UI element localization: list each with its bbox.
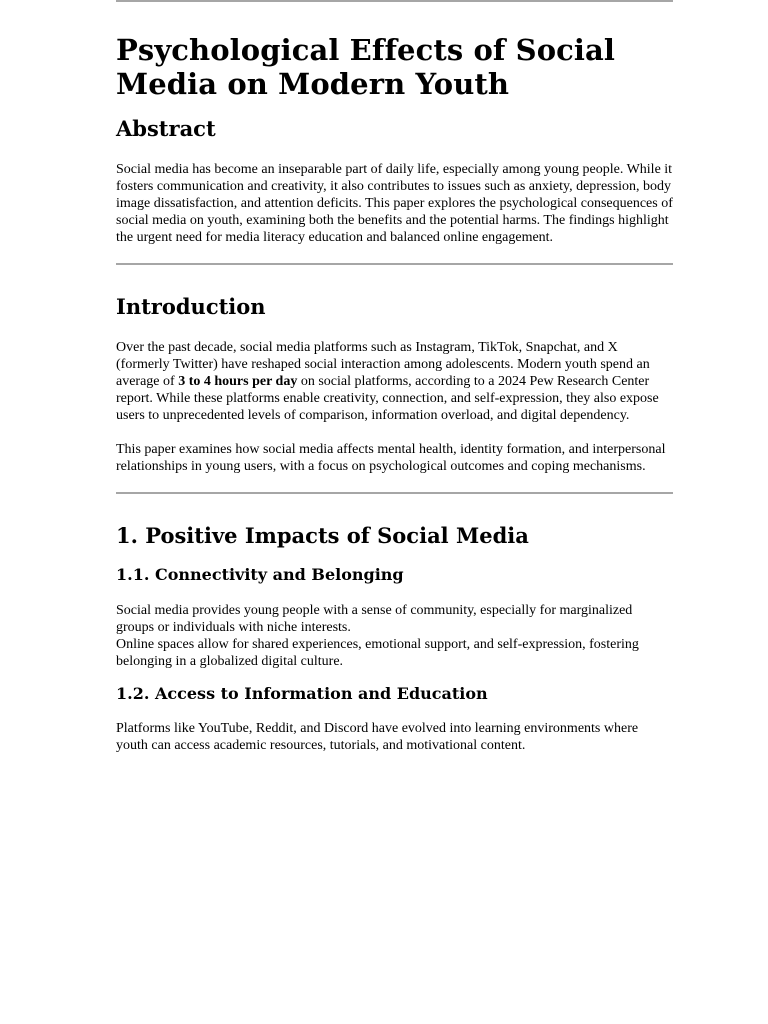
divider-top	[116, 0, 673, 2]
introduction-heading: Introduction	[116, 294, 266, 319]
divider-abstract	[116, 263, 673, 265]
intro-text-start: Over the past decade, social media platforms such as Instagram, TikTok, Snapchat, and X (formerly Twitter) have reshaped social interaction among adolescents. Modern youth spend an average of	[116, 340, 650, 389]
subsection-1-2-heading: 1.2. Access to Information and Education	[116, 684, 488, 703]
introduction-paragraph-1	[116, 339, 673, 424]
divider-introduction	[116, 492, 673, 494]
abstract-heading: Abstract	[116, 116, 216, 141]
introduction-paragraph-2: This paper examines how social media affects mental health, identity formation, and interpersonal relationships in young users, with a focus on psychological outcomes and coping mechanisms.	[116, 442, 666, 474]
intro-highlight-hours: 3 to 4 hours per day	[178, 374, 298, 389]
subsection-1-1-line-1: Social media provides young people with a sense of community, especially for marginalized groups or individuals with niche interests.	[116, 603, 633, 635]
subsection-1-2-text: Platforms like YouTube, Reddit, and Discord have evolved into learning environments where youth can access academic resources, tutorials, and motivational content.	[116, 721, 639, 753]
intro-text-end: on social platforms, according to a 2024 Pew Research Center report. While these platforms enable creativity, connection, and self-expression, they also expose users to unprecedented levels of comparison, information overload, and digital dependency.	[116, 374, 659, 423]
paper-page	[116, 0, 673, 754]
subsection-1-1-heading: 1.1. Connectivity and Belonging	[116, 565, 404, 584]
paper-title: Psychological Effects of Social Media on Modern Youth	[116, 33, 616, 101]
section-1-heading: 1. Positive Impacts of Social Media	[116, 523, 529, 548]
subsection-1-1-line-2: Online spaces allow for shared experiences, emotional support, and self-expression, fostering belonging in a globalized digital culture.	[116, 637, 639, 669]
abstract-text: Social media has become an inseparable part of daily life, especially among young people. While it fosters communication and creativity, it also contributes to issues such as anxiety, depression, body image dissatisfaction, and attention deficits. This paper explores the psychological consequences of social media on youth, examining both the benefits and the potential harms. The findings highlight the urgent need for media literacy education and balanced online engagement.	[116, 162, 673, 245]
